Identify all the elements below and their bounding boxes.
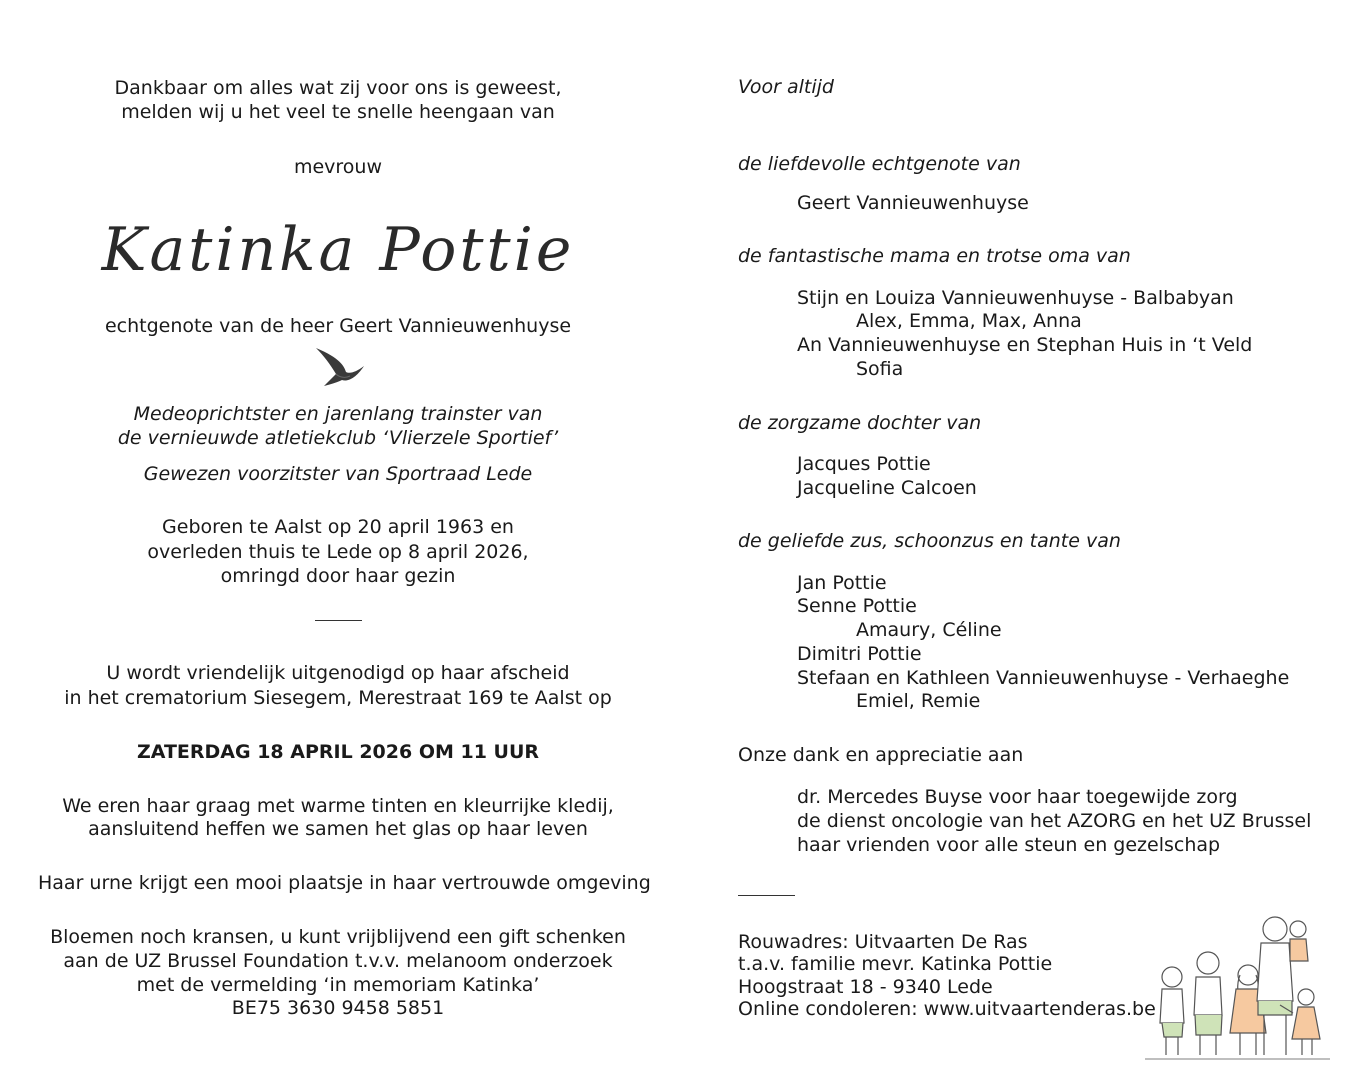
relative-entry: Jacqueline Calcoen	[797, 477, 977, 499]
section-heading: de liefdevolle echtgenote van	[738, 153, 1021, 175]
condolence-link[interactable]: Online condoleren: www.uitvaartenderas.be	[738, 998, 1156, 1020]
relative-entry: Dimitri Pottie	[797, 643, 922, 665]
birth-line-2: overleden thuis te Lede op 8 april 2026,	[147, 541, 529, 563]
relative-entry: Geert Vannieuwenhuyse	[797, 192, 1029, 214]
role-line-2: de vernieuwde atletiekclub ‘Vlierzele Sportief’	[117, 427, 559, 449]
address-line: Rouwadres: Uitvaarten De Ras	[738, 931, 1028, 953]
flowers-line-2: aan de UZ Brussel Foundation t.v.v. melanoom onderzoek	[63, 950, 613, 972]
role-line-1: Medeoprichtster en jarenlang trainster van	[133, 403, 543, 425]
swallow-icon	[310, 344, 370, 392]
grandchild-entry: Alex, Emma, Max, Anna	[856, 310, 1082, 332]
divider-left	[315, 620, 362, 621]
forever-line: Voor altijd	[738, 76, 834, 98]
deceased-name: Katinka Pottie	[101, 215, 575, 285]
intro-line-1: Dankbaar om alles wat zij voor ons is geweest,	[114, 77, 562, 99]
former-role: Gewezen voorzitster van Sportraad Lede	[143, 463, 533, 485]
relative-entry: Jacques Pottie	[797, 453, 931, 475]
divider-right	[738, 895, 795, 896]
thanks-entry: dr. Mercedes Buyse voor haar toegewijde zorg	[797, 786, 1238, 808]
relative-entry: Stefaan en Kathleen Vannieuwenhuyse - Verhaeghe	[797, 667, 1290, 689]
section-heading: de geliefde zus, schoonzus en tante van	[738, 530, 1121, 552]
relative-entry: Stijn en Louiza Vannieuwenhuyse - Balbabyan	[797, 287, 1234, 309]
address-line: t.a.v. familie mevr. Katinka Pottie	[738, 953, 1053, 975]
family-illustration	[1140, 905, 1335, 1065]
invitation-line-1: U wordt vriendelijk uitgenodigd op haar afscheid	[106, 662, 570, 684]
section-heading: de fantastische mama en trotse oma van	[738, 245, 1131, 267]
nephew-entry: Emiel, Remie	[856, 690, 981, 712]
iban: BE75 3630 9458 5851	[231, 997, 445, 1019]
spouse-line: echtgenote van de heer Geert Vannieuwenhuyse	[104, 315, 572, 337]
section-heading: de zorgzame dochter van	[738, 412, 982, 434]
flowers-line-3: met de vermelding ‘in memoriam Katinka’	[136, 974, 540, 996]
salutation: mevrouw	[293, 156, 383, 178]
grandchild-entry: Sofia	[856, 358, 904, 380]
relative-entry: Senne Pottie	[797, 595, 917, 617]
birth-line-1: Geboren te Aalst op 20 april 1963 en	[162, 516, 514, 538]
dress-line-1: We eren haar graag met warme tinten en kleurrijke kledij,	[62, 795, 614, 817]
thanks-heading: Onze dank en appreciatie aan	[738, 744, 1024, 766]
urn-line: Haar urne krijgt een mooi plaatsje in haar vertrouwde omgeving	[38, 872, 651, 894]
nephew-entry: Amaury, Céline	[856, 619, 1002, 641]
birth-line-3: omringd door haar gezin	[220, 565, 456, 587]
flowers-line-1: Bloemen noch kransen, u kunt vrijblijvend een gift schenken	[50, 926, 626, 948]
relative-entry: Jan Pottie	[797, 572, 887, 594]
thanks-entry: de dienst oncologie van het AZORG en het UZ Brussel	[797, 810, 1312, 832]
ceremony-date: ZATERDAG 18 APRIL 2026 OM 11 UUR	[136, 741, 540, 763]
invitation-line-2: in het crematorium Siesegem, Merestraat 169 te Aalst op	[64, 687, 612, 709]
address-line: Hoogstraat 18 - 9340 Lede	[738, 976, 993, 998]
relative-entry: An Vannieuwenhuyse en Stephan Huis in ‘t Veld	[797, 334, 1253, 356]
intro-line-2: melden wij u het veel te snelle heengaan van	[121, 101, 555, 123]
dress-line-2: aansluitend heffen we samen het glas op haar leven	[88, 818, 588, 840]
thanks-entry: haar vrienden voor alle steun en gezelschap	[797, 834, 1221, 856]
